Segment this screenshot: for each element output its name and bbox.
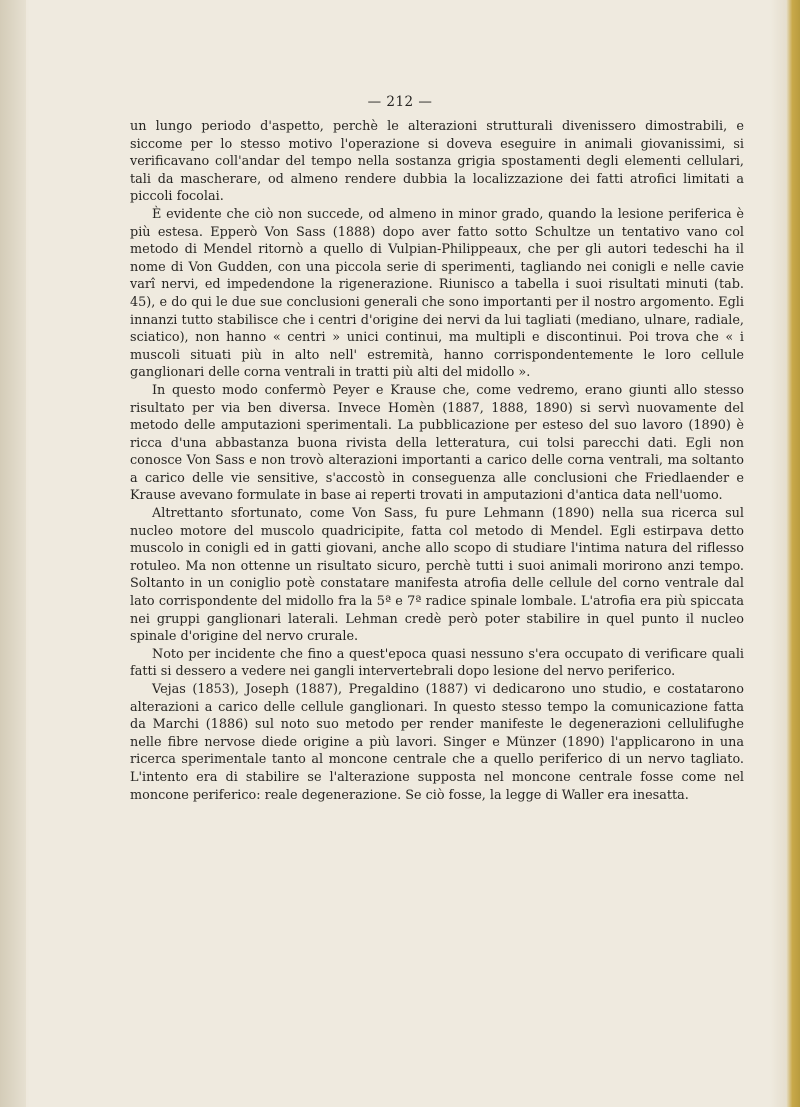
paragraph-2: È evidente che ciò non succede, od almeno in minor grado, quando la lesione periferica è più estesa. Epperò Von Sass (1888) dopo aver fatto sotto Schultze un tentativo vano col metodo di Mendel ritornò a quello di Vulpian-Philippeaux, che per gli autori tedeschi ha il nome di Von Gudden, con una piccola serie di sperimenti, tagliando nei conigli e nelle cavie varî nervi, ed impedendone la rigenerazione. Riunisco a tabella i suoi risultati minuti (tab. 45), e do qui le due sue conclusioni generali che sono importanti per il nostro argomento. Egli innanzi tutto stabilisce che i centri d'origine dei nervi da lui tagliati (mediano, ulnare, radiale, sciatico), non hanno « centri » unici continui, ma multipli e discontinui. Poi trova che « i muscoli situati più in alto nell' estremità, hanno corrispondentemente le loro cellule ganglionari delle corna ventrali in tratti più alti del midollo ».: [130, 206, 744, 381]
page-gutter-shadow: [0, 0, 26, 1107]
paragraph-5: Noto per incidente che fino a quest'epoca quasi nessuno s'era occupato di verificare quali fatti si dessero a vedere nei gangli intervertebrali dopo lesione del nervo periferico.: [130, 646, 744, 680]
paragraph-3: In questo modo confermò Peyer e Krause che, come vedremo, erano giunti allo stesso risultato per via ben diversa. Invece Homèn (1887, 1888, 1890) si servì nuovamente del metodo delle amputazioni sperimentali. La pubblicazione per esteso del suo lavoro (1890) è ricca d'una abbastanza buona rivista della letteratura, cui tolsi parecchi dati. Egli non conosce Von Sass e non trovò alterazioni importanti a carico delle corna ventrali, ma soltanto a carico delle vie sensitive, s'accostò in conseguenza alle conclusioni che Friedlaender e Krause avevano formulate in base ai reperti trovati in amputazioni d'antica data nell'uomo.: [130, 382, 744, 504]
paragraph-4: Altrettanto sfortunato, come Von Sass, fu pure Lehmann (1890) nella sua ricerca sul nucleo motore del muscolo quadricipite, fatta col metodo di Mendel. Egli estirpava detto muscolo in conigli ed in gatti giovani, anche allo scopo di studiare l'intima natura del riflesso rotuleo. Ma non ottenne un risultato sicuro, perchè tutti i suoi animali morirono anzi tempo. Soltanto in un coniglio potè constatare manifesta atrofia delle cellule del corno ventrale dal lato corrispondente del midollo fra la 5ª e 7ª radice spinale lombale. L'atrofia era più spiccata nei gruppi ganglionari laterali. Lehman credè però poter stabilire in quel punto il nucleo spinale d'origine del nervo crurale.: [130, 506, 744, 645]
page-number: — 212 —: [367, 94, 433, 110]
body-text: [130, 118, 744, 804]
page-edge-binding: [786, 0, 800, 1107]
paragraph-1: un lungo periodo d'aspetto, perchè le alterazioni strutturali divenissero dimostrabili, e siccome per lo stesso motivo l'operazione si doveva eseguire in animali giovanissimi, si verificavano coll'andar del tempo nella sostanza grigia spostamenti degli elementi cellulari, tali da mascherare, od almeno rendere dubbia la localizzazione dei fatti atrofici limitati a piccoli focolai.: [130, 119, 744, 205]
paragraph-6: Vejas (1853), Joseph (1887), Pregaldino (1887) vi dedicarono uno studio, e costatarono alterazioni a carico delle cellule ganglionari. In questo stesso tempo la comunicazione fatta da Marchi (1886) sul noto suo metodo per render manifeste le degenerazioni cellulifughe nelle fibre nervose diede origine a più lavori. Singer e Münzer (1890) l'applicarono in una ricerca sperimentale tanto al moncone centrale che a quello periferico di un nervo tagliato. L'intento era di stabilire se l'alterazione supposta nel moncone centrale fosse come nel moncone periferico: reale degenerazione. Se ciò fosse, la legge di Waller era inesatta.: [130, 682, 744, 803]
